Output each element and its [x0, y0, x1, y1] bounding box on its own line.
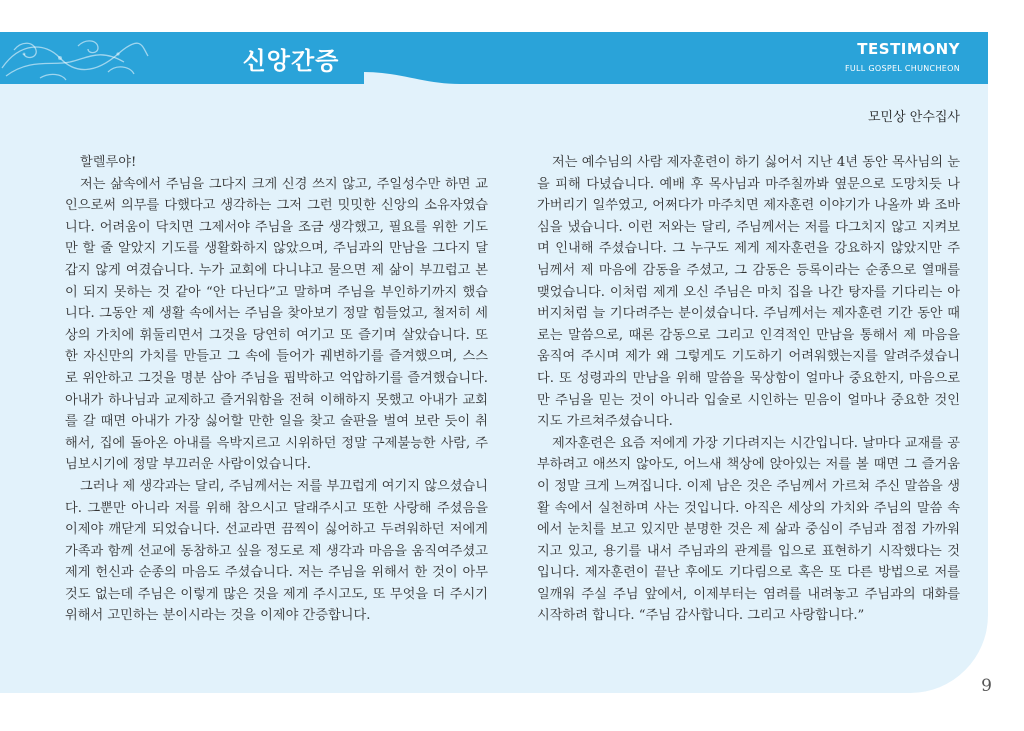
right-text-column: [537, 152, 960, 627]
english-subtitle: FULL GOSPEL CHUNCHEON: [844, 64, 960, 73]
page-number: 9: [981, 676, 992, 696]
section-title: 신앙간증: [242, 46, 340, 75]
left-text-column: [65, 152, 488, 627]
header-english-block: [845, 40, 960, 73]
english-title: TESTIMONY: [857, 40, 960, 58]
paragraph: 할렐루야!: [80, 155, 137, 170]
swirl-ornament-icon: [0, 32, 150, 84]
paragraph: 저는 삶속에서 주님을 그다지 크게 신경 쓰지 않고, 주일성수만 하면 교인으로써 의무를 다했다고 생각하는 그저 그런 밋밋한 신앙의 소유자였습니다. 어려움이 닥치면 그제서야 주님을 조금 생각했고, 필요를 위한 기도만 할 줄 알았지 기도를 생활화하지 않았으며, 주님과의 만남을 그다지 달갑지 않게 여겼습니다. 누가 교회에 다니냐고 물으면 제 삶이 부끄럽고 본이 되지 못하는 것 같아 “안 다닌다”고 말하며 주님을 부인하기까지 했습니다. 그동안 제 생활 속에서는 주님을 찾아보기 정말 힘들었고, 철저히 세상의 가치에 휘둘리면서 그것을 당연히 여기고 또 즐기며 살았습니다. 또한 자신만의 가치를 만들고 그 속에 들어가 궤변하기를 즐겨했으며, 스스로 위안하고 그것을 명분 삼아 주님을 핍박하고 억압하기를 즐겨했습니다. 아내가 하나님과 교제하고 즐거워함을 전혀 이해하지 못했고 아내가 교회를 갈 때면 아내가 가장 싫어할 만한 일을 찾고 술판을 벌여 보란 듯이 취해서, 집에 돌아온 아내를 윽박지르고 시위하던 정말 구제불능한 사람, 주님보시기에 정말 부끄러운 사람이었습니다.: [65, 176, 488, 473]
author-name: 모민상 안수집사: [867, 110, 960, 125]
paragraph: 저는 예수님의 사람 제자훈련이 하기 싫어서 지난 4년 동안 목사님의 눈을 피해 다녔습니다. 예배 후 목사님과 마주칠까봐 옆문으로 도망치듯 나가버리기 일쑤였고, 어쩌다가 마주치면 제자훈련 이야기가 나올까 봐 조바심을 냈습니다. 이런 저와는 달리, 주님께서는 저를 다그치지 않고 지켜보며 인내해 주셨습니다. 그 누구도 제게 제자훈련을 강요하지 않았지만 주님께서 제 마음에 감동을 주셨고, 그 감동은 등록이라는 순종으로 열매를 맺었습니다. 이처럼 제게 오신 주님은 마치 집을 나간 탕자를 기다리는 아버지처럼 늘 기다려주는 분이셨습니다. 주님께서는 제자훈련 기간 동안 때로는 말씀으로, 때론 감동으로 그리고 인격적인 만남을 통해서 제 마음을 움직여 주시며 제가 왜 그렇게도 기도하기 어려워했는지를 알려주셨습니다. 또 성령과의 만남을 위해 말씀을 묵상함이 얼마나 중요한지, 마음으로만 주님을 믿는 것이 아니라 입술로 시인하는 믿음이 얼마나 중요한 것인지도 가르쳐주셨습니다.: [537, 155, 960, 430]
paragraph: 제자훈련은 요즘 저에게 가장 기다려지는 시간입니다. 날마다 교재를 공부하려고 애쓰지 않아도, 어느새 책상에 앉아있는 저를 볼 때면 그 즐거움이 정말 크게 느껴집니다. 이제 남은 것은 주님께서 가르쳐 주신 말씀을 생활 속에서 실천하며 사는 것입니다. 아직은 세상의 가치와 주님의 말씀 속에서 눈치를 보고 있지만 분명한 것은 제 삶과 중심이 주님과 점점 가까워지고 있고, 용기를 내서 주님과의 관계를 입으로 표현하기 시작했다는 것입니다. 제자훈련이 끝난 후에도 기다림으로 혹은 또 다른 방법으로 저를 일깨워 주실 주님 앞에서, 이제부터는 염려를 내려놓고 주님과의 대화를 시작하려 합니다. “주님 감사합니다. 그리고 사랑합니다.”: [537, 435, 960, 624]
paragraph: 그러나 제 생각과는 달리, 주님께서는 저를 부끄럽게 여기지 않으셨습니다. 그뿐만 아니라 저를 위해 참으시고 달래주시고 또한 사랑해 주셨음을 이제야 깨닫게 되었습니다. 선교라면 끔찍이 싫어하고 두려워하던 저에게 가족과 함께 선교에 동참하고 싶을 정도로 제 생각과 마음을 움직여주셨고 제게 헌신과 순종의 마음도 주셨습니다. 저는 주님을 위해서 한 것이 아무것도 없는데 주님은 이렇게 많은 것을 제게 주시고도, 또 무엇을 더 주시기 위해서 고민하는 분이시라는 것을 이제야 간증합니다.: [65, 478, 488, 624]
header-tab-shape: [364, 72, 460, 84]
